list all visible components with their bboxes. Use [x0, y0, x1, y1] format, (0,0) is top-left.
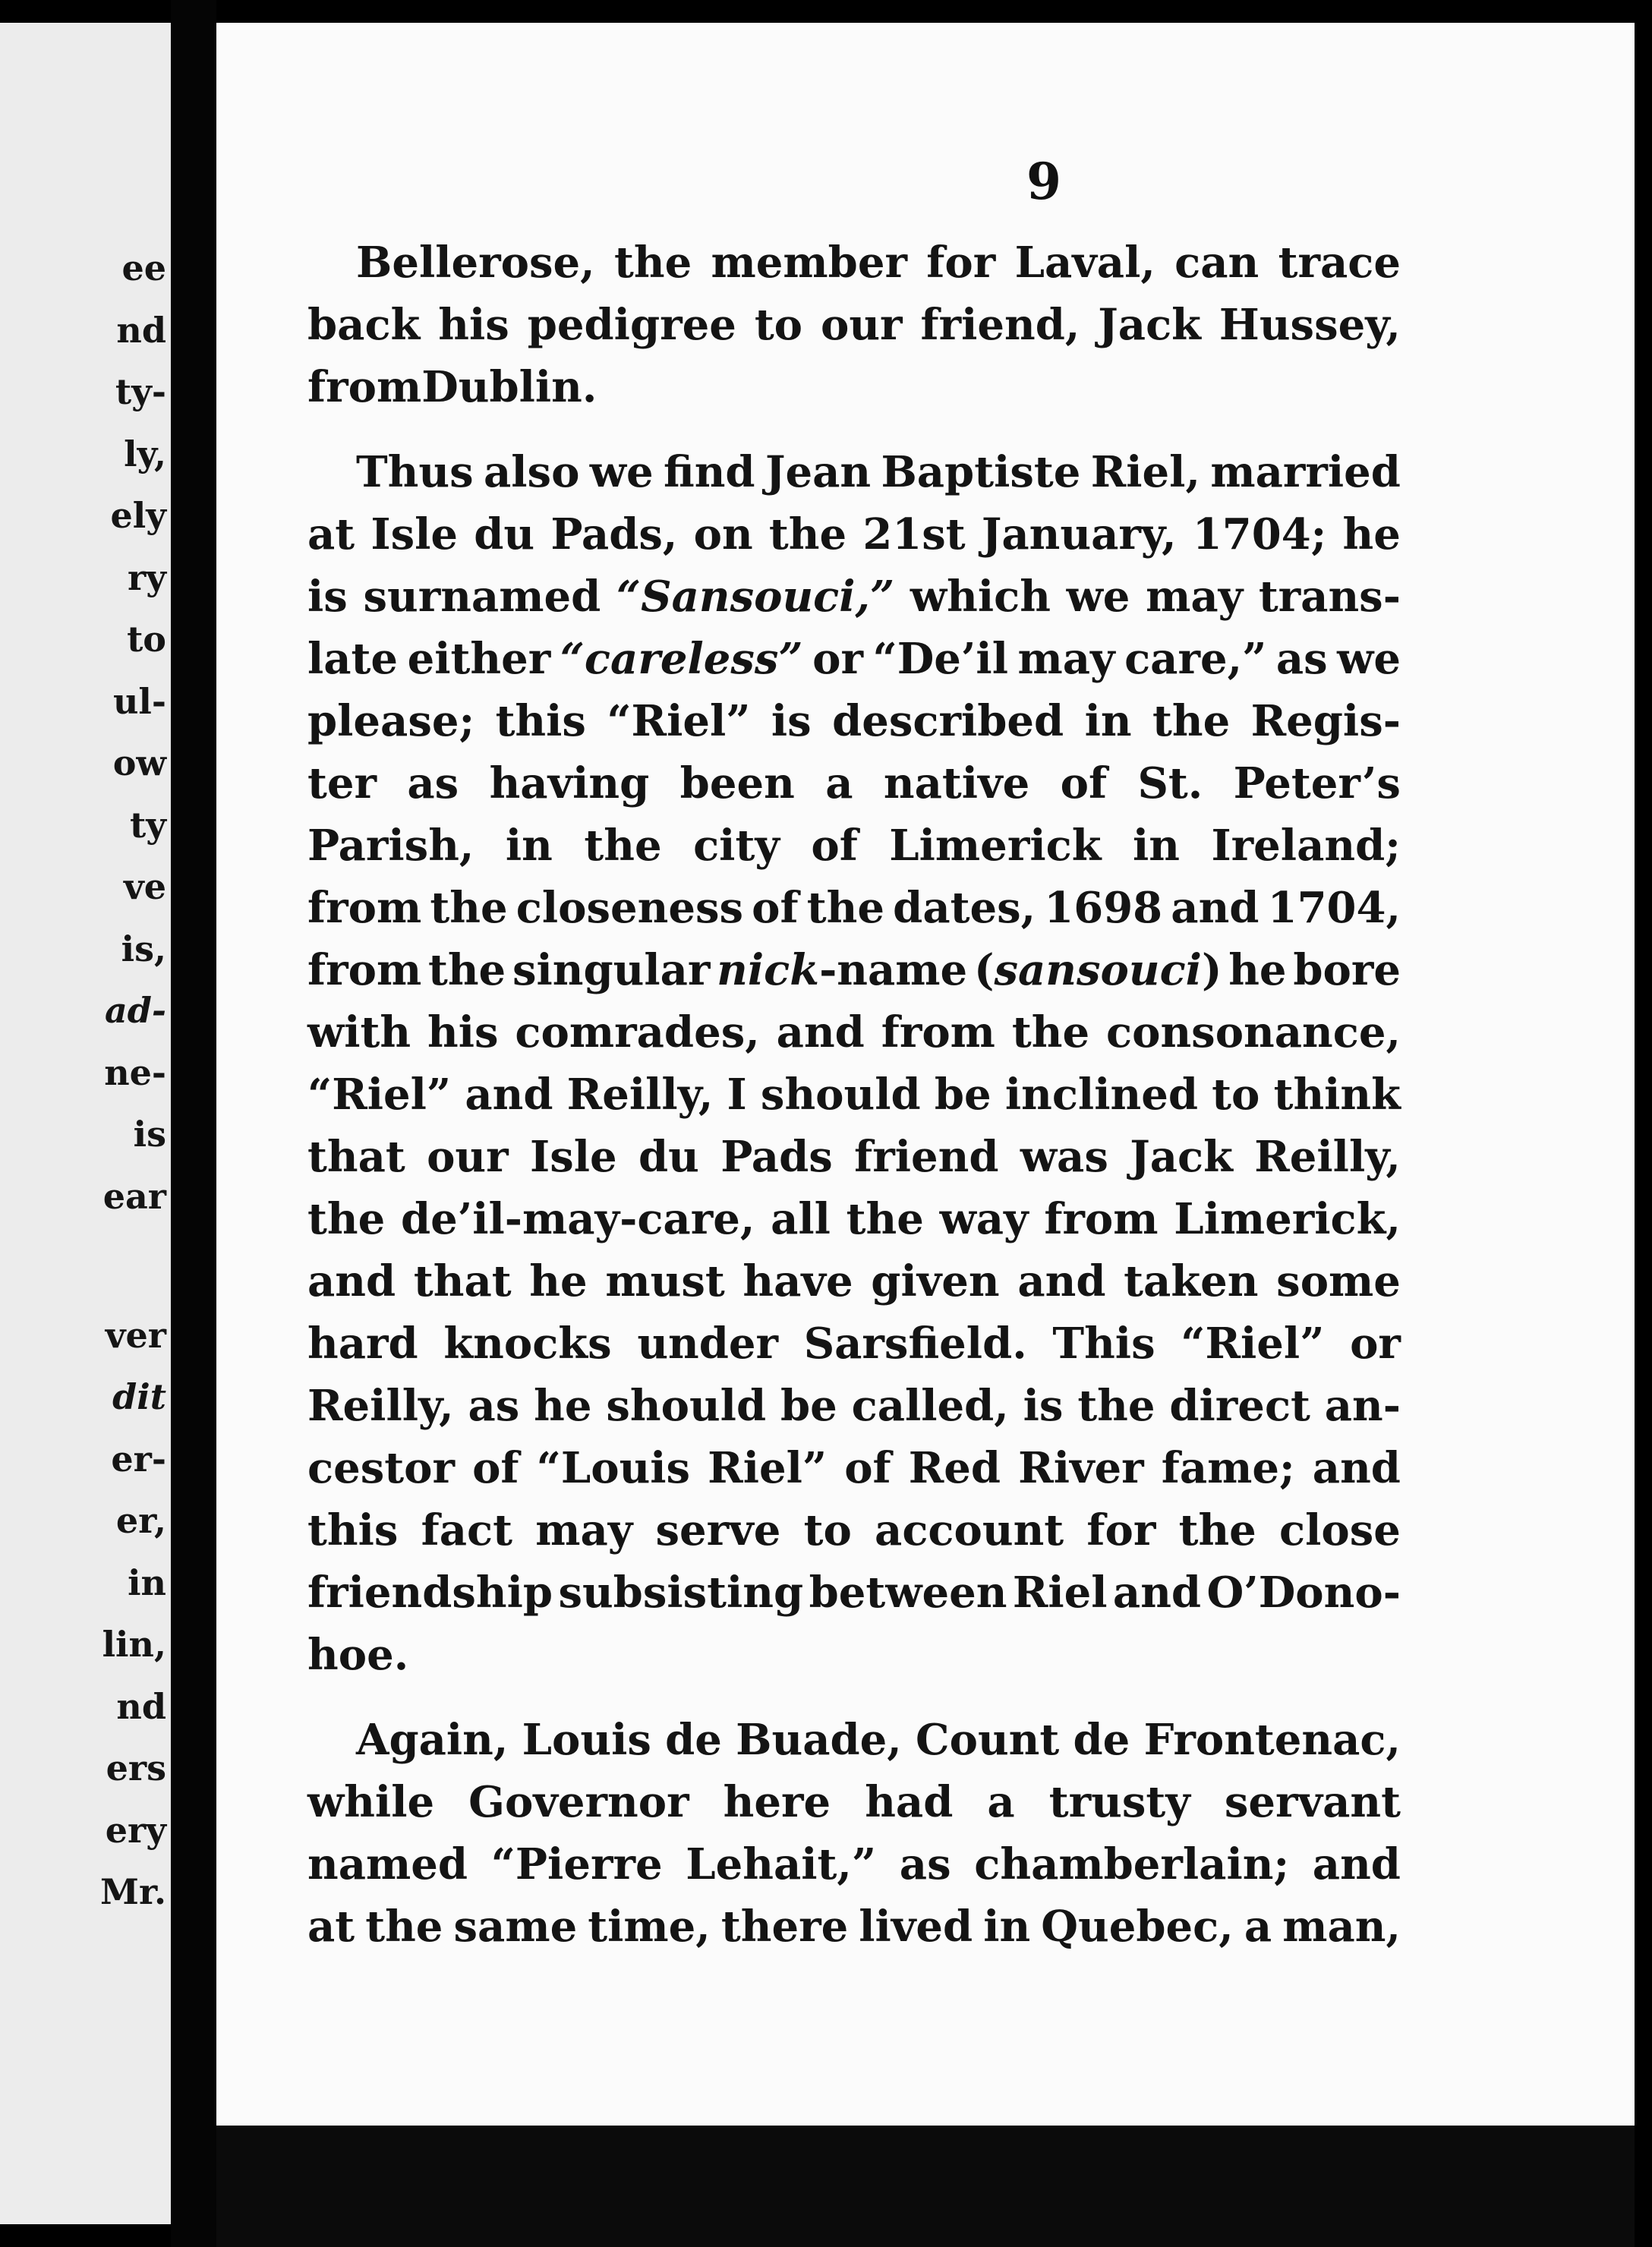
- word: Dublin.: [421, 362, 597, 412]
- word: the: [1077, 1381, 1155, 1431]
- word: from: [881, 1007, 995, 1057]
- word: some: [1276, 1256, 1401, 1306]
- text-line: [307, 356, 1401, 418]
- text-line: [307, 1313, 1401, 1375]
- word: under: [637, 1319, 779, 1369]
- word: de: [1073, 1715, 1130, 1765]
- word: Pads: [720, 1132, 833, 1182]
- left-page-fragment: [0, 23, 171, 2224]
- word: 1698: [1044, 883, 1163, 933]
- word: at: [307, 1902, 355, 1952]
- word: Reilly,: [307, 1381, 454, 1431]
- text-line: [307, 566, 1401, 628]
- word: city: [693, 821, 780, 871]
- word: Reilly,: [566, 1070, 714, 1120]
- word: direct: [1169, 1381, 1310, 1431]
- word: of: [752, 883, 799, 933]
- text-line: [307, 1126, 1401, 1188]
- word: we: [1337, 634, 1401, 684]
- left-page-line-fragment: is: [133, 1114, 166, 1155]
- word: here: [723, 1777, 831, 1827]
- word: is: [771, 696, 812, 746]
- word: and: [465, 1070, 553, 1120]
- word: “Riel”: [307, 1070, 452, 1120]
- word: should: [760, 1070, 921, 1120]
- text-line: [307, 1001, 1401, 1064]
- word: the: [1178, 1505, 1256, 1555]
- word: and: [1171, 883, 1259, 933]
- word: This: [1052, 1319, 1155, 1369]
- word: native: [883, 758, 1030, 808]
- word: of: [472, 1443, 519, 1493]
- word: surnamed: [363, 572, 601, 622]
- word: the: [1152, 696, 1231, 746]
- word: from: [307, 883, 422, 933]
- text-line: [307, 1771, 1401, 1833]
- word: the: [806, 883, 884, 933]
- word: as: [407, 758, 459, 808]
- paragraph-gap: [307, 1686, 1401, 1709]
- page-number: 9: [1026, 152, 1061, 211]
- word: cestor: [307, 1443, 455, 1493]
- word: care,”: [1124, 634, 1267, 684]
- word: Isle: [370, 509, 458, 559]
- word: same: [453, 1902, 578, 1952]
- word: closeness: [515, 883, 744, 933]
- word: Limerick,: [1174, 1194, 1401, 1244]
- text-line: [307, 1499, 1401, 1562]
- text-line: [307, 939, 1401, 1001]
- word: Governor: [468, 1777, 689, 1827]
- word: friend: [854, 1132, 999, 1182]
- word: a: [825, 758, 853, 808]
- word: either: [407, 634, 551, 684]
- word: as: [468, 1381, 520, 1431]
- text-line: [307, 1562, 1401, 1624]
- word: Ireland;: [1211, 821, 1401, 871]
- word: to: [754, 300, 803, 350]
- word: knocks: [443, 1319, 612, 1369]
- text-line: [307, 1375, 1401, 1437]
- word: way: [939, 1194, 1029, 1244]
- word: time,: [588, 1902, 711, 1952]
- word: should: [606, 1381, 767, 1431]
- word: de: [665, 1715, 722, 1765]
- word: “careless”: [560, 634, 803, 684]
- word: Bellerose,: [356, 238, 595, 288]
- word: the: [584, 821, 662, 871]
- word: “De’il: [872, 634, 1008, 684]
- word: Riel: [1012, 1568, 1108, 1618]
- word: chamberlain;: [974, 1839, 1290, 1889]
- word: that: [413, 1256, 512, 1306]
- word: named: [307, 1839, 468, 1889]
- word: 1704,: [1267, 883, 1401, 933]
- word: Jack: [1098, 300, 1201, 350]
- text-line: [307, 752, 1401, 815]
- word: an-: [1324, 1381, 1401, 1431]
- word: de’il-may-care,: [400, 1194, 755, 1244]
- word: from: [307, 362, 422, 412]
- word: a: [1244, 1902, 1272, 1952]
- word: on: [693, 509, 753, 559]
- word: all: [771, 1194, 831, 1244]
- word: Jack: [1130, 1132, 1233, 1182]
- word: find: [664, 447, 755, 497]
- word: for: [926, 238, 996, 288]
- word: Buade,: [736, 1715, 902, 1765]
- book-gutter: [171, 0, 216, 2247]
- word: Quebec,: [1041, 1902, 1234, 1952]
- text-line: [307, 690, 1401, 752]
- word: close: [1279, 1505, 1401, 1555]
- word: Riel,: [1090, 447, 1200, 497]
- word: having: [489, 758, 650, 808]
- word: we: [1066, 572, 1130, 622]
- word: I: [727, 1070, 747, 1120]
- word: of: [811, 821, 858, 871]
- word: Hussey,: [1219, 300, 1401, 350]
- word: the: [365, 1902, 443, 1952]
- word: he: [534, 1381, 592, 1431]
- word: Riel”: [708, 1443, 828, 1493]
- word: Pads,: [550, 509, 678, 559]
- word: in: [1132, 821, 1180, 871]
- word: du: [474, 509, 535, 559]
- word: O’Dono-: [1206, 1568, 1401, 1618]
- word: consonance,: [1106, 1007, 1401, 1057]
- word: this: [495, 696, 586, 746]
- word: bore: [1293, 945, 1401, 995]
- left-page-line-fragment: ee: [121, 247, 166, 288]
- word: serve: [655, 1505, 781, 1555]
- left-page-line-fragment: ad-: [104, 990, 166, 1031]
- text-line: [307, 1624, 1401, 1686]
- word: and: [1017, 1256, 1106, 1306]
- word: while: [307, 1777, 435, 1827]
- word: may: [1146, 572, 1244, 622]
- text-line: [307, 877, 1401, 939]
- word: he: [529, 1256, 588, 1306]
- word: pedigree: [527, 300, 736, 350]
- left-page-line-fragment: ne-: [104, 1051, 166, 1093]
- word: is: [307, 572, 348, 622]
- word: ter: [307, 758, 377, 808]
- left-page-line-fragment: ow: [112, 742, 166, 783]
- word: Regis-: [1250, 696, 1401, 746]
- word: 21st: [862, 509, 966, 559]
- word: also: [484, 447, 580, 497]
- left-page-line-fragment: nd: [116, 1685, 166, 1727]
- left-page-line-fragment: in: [128, 1562, 166, 1603]
- word: “Sansouci,”: [616, 572, 895, 622]
- word: Thus: [356, 447, 474, 497]
- word: called,: [851, 1381, 1009, 1431]
- word: Again,: [356, 1715, 509, 1765]
- left-page-line-fragment: er,: [115, 1500, 166, 1541]
- left-page-line-fragment: ver: [105, 1314, 166, 1356]
- word: Count: [916, 1715, 1060, 1765]
- left-page-line-fragment: er-: [111, 1438, 166, 1480]
- word: for: [1086, 1505, 1156, 1555]
- word: this: [307, 1505, 399, 1555]
- word: was: [1020, 1132, 1108, 1182]
- text-line: [307, 815, 1401, 877]
- word: there: [720, 1902, 849, 1952]
- word: from: [1044, 1194, 1159, 1244]
- text-line: [307, 1437, 1401, 1499]
- word: St.: [1137, 758, 1203, 808]
- word: we: [589, 447, 654, 497]
- word: and: [1312, 1839, 1401, 1889]
- word: hard: [307, 1319, 418, 1369]
- word: given: [871, 1256, 1000, 1306]
- left-page-line-fragment: ry: [128, 556, 166, 598]
- left-page-line-fragment: ers: [106, 1747, 166, 1788]
- text-line: [307, 503, 1401, 566]
- word: the: [307, 1194, 386, 1244]
- word: Lehait,”: [686, 1839, 877, 1889]
- text-line: [307, 628, 1401, 690]
- left-page-line-fragment: ery: [105, 1809, 166, 1851]
- text-line: [307, 1188, 1401, 1250]
- left-page-line-fragment: ul-: [112, 680, 166, 722]
- left-page-line-fragment: nd: [116, 309, 166, 351]
- word: his: [438, 300, 509, 350]
- word: as: [1275, 634, 1328, 684]
- word: late: [307, 634, 399, 684]
- word: friend,: [920, 300, 1080, 350]
- word: may: [1017, 634, 1115, 684]
- word: may: [535, 1505, 633, 1555]
- left-page-line-fragment: is,: [121, 928, 166, 969]
- word: River: [1018, 1443, 1144, 1493]
- word: or: [1350, 1319, 1401, 1369]
- left-page-line-fragment: Mr.: [100, 1871, 166, 1912]
- paragraph-gap: [307, 418, 1401, 441]
- word: subsisting: [558, 1568, 804, 1618]
- word: in: [983, 1902, 1031, 1952]
- left-page-line-fragment: ly,: [124, 433, 166, 474]
- word: must: [605, 1256, 725, 1306]
- word: the: [846, 1194, 924, 1244]
- word: Parish,: [307, 821, 474, 871]
- word: Baptiste: [881, 447, 1081, 497]
- word: member: [711, 238, 907, 288]
- word: account: [875, 1505, 1064, 1555]
- word: Frontenac,: [1143, 1715, 1401, 1765]
- word: the: [427, 945, 506, 995]
- word: at: [307, 509, 355, 559]
- word: Peter’s: [1233, 758, 1401, 808]
- word: dates,: [893, 883, 1036, 933]
- word: trusty: [1048, 1777, 1190, 1827]
- word: comrades,: [515, 1007, 760, 1057]
- left-page-line-fragment: ear: [102, 1175, 166, 1217]
- word: Reilly,: [1254, 1132, 1401, 1182]
- text-line: [307, 232, 1401, 294]
- text-line: [307, 294, 1401, 356]
- text-line: [307, 1896, 1401, 1958]
- word: Jean: [765, 447, 872, 497]
- word: think: [1273, 1070, 1401, 1120]
- left-page-line-fragment: to: [127, 619, 166, 660]
- left-page-line-fragment: ely: [110, 495, 166, 536]
- word: lived: [859, 1902, 973, 1952]
- word: as: [899, 1839, 951, 1889]
- word: “Riel”: [607, 696, 751, 746]
- word: trace: [1278, 238, 1401, 288]
- word: “Louis: [536, 1443, 691, 1493]
- word: nick-name: [717, 945, 968, 995]
- word: our: [427, 1132, 509, 1182]
- left-page-line-fragment: dit: [112, 1376, 166, 1417]
- text-line: [307, 1250, 1401, 1313]
- word: be: [934, 1070, 992, 1120]
- word: singular: [512, 945, 711, 995]
- word: Red: [908, 1443, 1001, 1493]
- word: have: [742, 1256, 853, 1306]
- word: the: [768, 509, 847, 559]
- word: “Riel”: [1181, 1319, 1325, 1369]
- word: the: [613, 238, 692, 288]
- word: to: [1212, 1070, 1260, 1120]
- text-line: [307, 441, 1401, 503]
- word: the: [430, 883, 508, 933]
- word: please;: [307, 696, 475, 746]
- word: his: [427, 1007, 499, 1057]
- word: and: [307, 1256, 396, 1306]
- word: had: [865, 1777, 954, 1827]
- word: from: [307, 945, 422, 995]
- word: which: [910, 572, 1051, 622]
- word: our: [820, 300, 903, 350]
- word: hoe.: [307, 1630, 409, 1680]
- word: he: [1228, 945, 1287, 995]
- word: fame;: [1161, 1443, 1295, 1493]
- word: in: [505, 821, 553, 871]
- word: and: [1112, 1568, 1202, 1618]
- word: between: [809, 1568, 1007, 1618]
- left-page-line-fragment: ve: [124, 866, 166, 907]
- word: taken: [1124, 1256, 1259, 1306]
- left-page-line-fragment: ty-: [115, 371, 166, 412]
- word: Louis: [522, 1715, 651, 1765]
- left-page-line-fragment: ty: [130, 804, 166, 846]
- word: a: [987, 1777, 1015, 1827]
- word: trans-: [1258, 572, 1401, 622]
- word: Laval,: [1014, 238, 1155, 288]
- word: of: [1060, 758, 1108, 808]
- word: 1704;: [1192, 509, 1327, 559]
- body-text: [307, 232, 1401, 1958]
- word: back: [307, 300, 421, 350]
- right-edge-shadow: [1635, 0, 1652, 2247]
- word: Sarsfield.: [803, 1319, 1027, 1369]
- text-line: [307, 1709, 1401, 1771]
- word: be: [780, 1381, 837, 1431]
- word: Isle: [530, 1132, 617, 1182]
- word: friendship: [307, 1568, 553, 1618]
- word: married: [1210, 447, 1401, 497]
- word: servant: [1224, 1777, 1401, 1827]
- word: man,: [1282, 1902, 1401, 1952]
- word: of: [844, 1443, 891, 1493]
- word: inclined: [1004, 1070, 1198, 1120]
- word: that: [307, 1132, 405, 1182]
- word: is: [1023, 1381, 1064, 1431]
- word: and: [776, 1007, 865, 1057]
- word: Limerick: [889, 821, 1102, 871]
- text-line: [307, 1833, 1401, 1896]
- word: “Pierre: [490, 1839, 663, 1889]
- word: the: [1011, 1007, 1090, 1057]
- word: he: [1342, 509, 1401, 559]
- word: described: [832, 696, 1064, 746]
- word: or: [812, 634, 863, 684]
- bottom-margin-shadow: [216, 2126, 1652, 2247]
- word: (sansouci): [973, 945, 1222, 995]
- word: January,: [981, 509, 1177, 559]
- word: to: [803, 1505, 852, 1555]
- left-page-line-fragment: lin,: [102, 1624, 166, 1665]
- word: and: [1312, 1443, 1401, 1493]
- word: with: [307, 1007, 411, 1057]
- word: can: [1174, 238, 1259, 288]
- word: du: [638, 1132, 699, 1182]
- word: in: [1084, 696, 1132, 746]
- word: been: [679, 758, 795, 808]
- text-line: [307, 1064, 1401, 1126]
- word: fact: [421, 1505, 512, 1555]
